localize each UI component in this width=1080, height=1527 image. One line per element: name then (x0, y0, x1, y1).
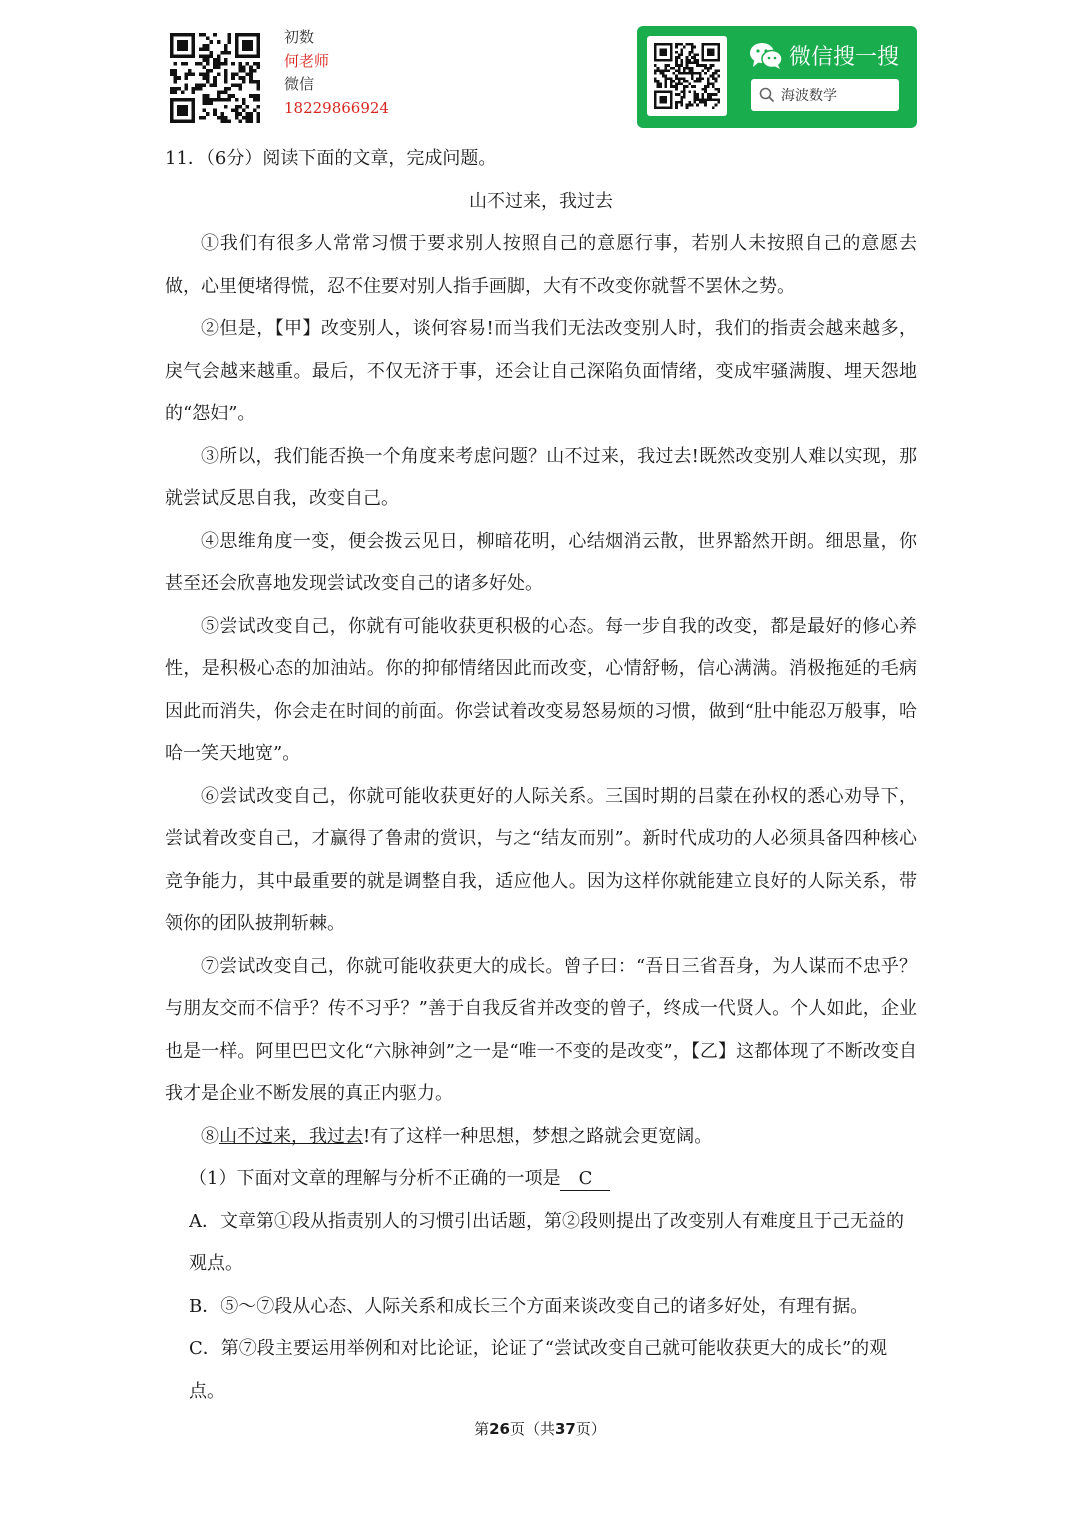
paragraph-1: ①我们有很多人常常习惯于要求别人按照自己的意愿行事，若别人未按照自己的意愿去做，心里便堵得慌，忍不住要对别人指手画脚，大有不改变你就誓不罢休之势。 (165, 233, 917, 297)
footer-page-number: 26 (489, 1420, 510, 1438)
contact-info (284, 26, 389, 120)
footer-total-pages: 37 (555, 1420, 576, 1438)
paragraph-7: ⑦尝试改变自己，你就可能收获更大的成长。曾子曰：“吾日三省吾身，为人谋而不忠乎？与朋友交而不信乎？传不习乎？”善于自我反省并改变的曾子，终成一代贤人。个人如此，企业也是一样。阿里巴巴文化“六脉神剑”之一是“唯一不变的是改变”，【乙】这都体现了不断改变自我才是企业不断发展的真正内驱力。 (165, 955, 917, 1104)
option-c: C．第⑦段主要运用举例和对比论证，论证了“尝试改变自己就可能收获更大的成长”的观点。 (189, 1338, 888, 1402)
search-text: 海波数学 (781, 88, 837, 104)
paragraph-6: ⑥尝试改变自己，你就可能收获更好的人际关系。三国时期的吕蒙在孙权的悉心劝导下，尝试着改变自己，才赢得了鲁肃的赏识，与之“结友而别”。新时代成功的人必须具备四种核心竞争能力，其中最重要的就是调整自我，适应他人。因为这样你就能建立良好的人际关系，带领你的团队披荆斩棘。 (165, 785, 917, 934)
paragraph-8-underlined: 山不过来，我过去 (219, 1125, 363, 1147)
question-header: 11．（6分）阅读下面的文章，完成问题。 (165, 148, 497, 169)
sub-question-1 (189, 1158, 917, 1201)
contact-line-3: 微信 (284, 75, 315, 93)
sub-question-1-answer: C (560, 1168, 610, 1191)
footer-suffix: 页） (575, 1420, 606, 1438)
footer-middle: 页（共 (509, 1420, 555, 1438)
wechat-qr-code (654, 43, 720, 109)
wechat-title-text: 微信搜一搜 (789, 45, 900, 70)
page-footer (0, 1418, 1080, 1439)
paragraph-2: ②但是，【甲】改变别人，谈何容易!而当我们无法改变别人时，我们的指责会越来越多，戾气会越来越重。最后，不仅无济于事，还会让自己深陷负面情绪，变成牢骚满腹、埋天怨地的“怨妇”。 (165, 318, 917, 424)
paragraph-8 (165, 1116, 917, 1159)
qr-code-image (170, 33, 260, 123)
contact-name: 何老师 (284, 51, 330, 70)
option-a: A．文章第①段从指责别人的习惯引出话题，第②段则提出了改变别人有难度且于己无益的观点。 (189, 1210, 904, 1274)
wechat-qr-frame (647, 36, 727, 116)
paragraph-5: ⑤尝试改变自己，你就有可能收获更积极的心态。每一步自我的改变，都是最好的修心养性，是积极心态的加油站。你的抑郁情绪因此而改变，心情舒畅，信心满满。消极拖延的毛病因此而消失，你会走在时间的前面。你尝试着改变易怒易烦的习惯，做到“肚中能忍万般事，哈哈一笑天地宽”。 (165, 615, 917, 764)
paragraph-8-rest: !有了这样一种思想，梦想之路就会更宽阔。 (363, 1125, 713, 1147)
sub-question-1-prompt: （1）下面对文章的理解与分析不正确的一项是 (189, 1168, 561, 1189)
contact-line-1: 初数 (284, 28, 315, 46)
wechat-icon (749, 42, 783, 70)
paragraph-4: ④思维角度一变，便会拨云见日，柳暗花明，心结烟消云散，世界豁然开朗。细思量，你甚至还会欣喜地发现尝试改变自己的诸多好处。 (165, 530, 917, 594)
wechat-search-field[interactable] (751, 79, 899, 111)
question-content (165, 138, 917, 1413)
footer-prefix: 第 (474, 1420, 490, 1438)
paragraph-3: ③所以，我们能否换一个角度来考虑问题？山不过来，我过去!既然改变别人难以实现，那就尝试反思自我，改变自己。 (165, 445, 917, 509)
wechat-title (749, 40, 899, 71)
search-icon (759, 87, 775, 103)
paragraph-8-number: ⑧ (201, 1125, 219, 1147)
article-title: 山不过来，我过去 (469, 190, 613, 212)
contact-phone: 18229866924 (284, 98, 389, 117)
wechat-search-banner (637, 26, 917, 128)
option-b: B．⑤～⑦段从心态、人际关系和成长三个方面来谈改变自己的诸多好处，有理有据。 (189, 1295, 869, 1317)
